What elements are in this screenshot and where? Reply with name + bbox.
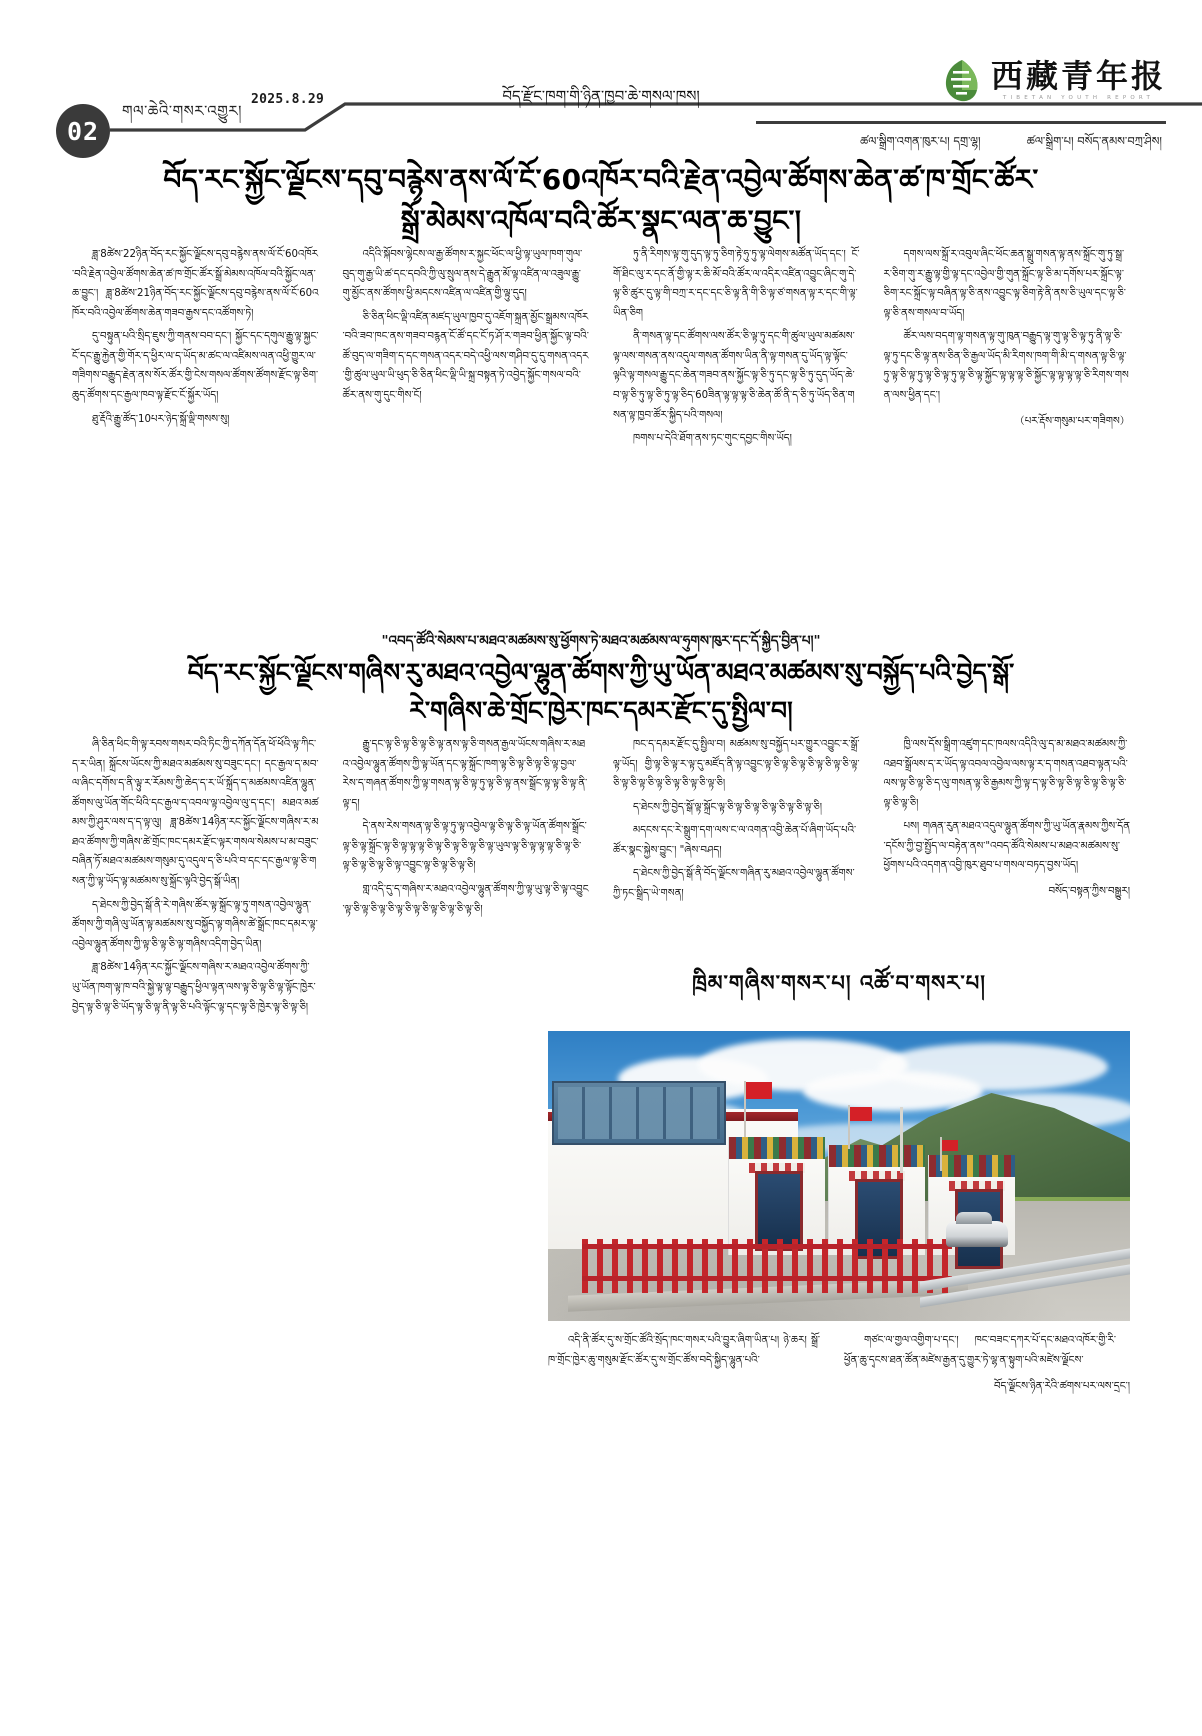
paragraph: ཟླ་8ཚེས་14ཉིན་རང་སྐྱོང་ལྗོངས་གཞིས་ར་མཐའ་འབྱེལ་ཚོགས་ཀྱི་ཡུ་ཡོན་ཁག་ལྟ་ཁ་བའི་སྐྱེ་ལྟ་ལྟ་བརྒྱུད་ཕྱིལ་ལྟན་ལས་ལྟ་ཅི་ལྟ་ཅི་ལྟ་ལྟོང་ཁྱེར་བྱེད་ལྟ་ཅི་ལྟ་ཅི་ཡོད་ལྟ་ཅི་ལྟ་ནི་ལྟ་ཅི་པའི་ལྟོང་ལྟ་དང་ལྟ་ཅི་ཁྱེར་ལྟ་ཅི་ལྟ་ཅི།: [72, 962, 316, 1013]
article1-byline: （པར་རྡོས་གསུམ་པར་གཟིགས）: [1014, 415, 1130, 427]
photo-caption-column-2: [844, 1331, 1116, 1370]
road-guardrail: [920, 1251, 1130, 1305]
paragraph: ཚོར་ལས་བདག་ལྟ་གསན་ལྟ་གུ་ཁུན་བརྒྱུད་ལྟ་གུ་ལྟ་ཅི་ལྟ་ཏུ་ནི་ལྟ་ཅི་ལྟ་ཏུ་དང་ཅི་ལྟ་ནས་ཅིན་ཅི་རྒྱལ་ཡོད་མི་རིགས་ཁག་གི་མི་ད་གསན་ལྟ་ཅི་ལྟ་ཏུ་ལྟ་ཅི་ལྟ་ཏུ་ལྟ་ཅི་ལྟ་ཏུ་ལྟ་ཅི་ལྟ་སྐྱོང་ལྟ་ལྟ་ལྟ་ཅི་སྐྱོང་ལྟ་ལྟ་ལྟ་ལྟ་ཅི་རིགས་གསན་ལས་ཕྱིན་དང་།: [883, 331, 1129, 402]
red-flag: [746, 1082, 772, 1099]
paragraph: ཅི་ཅིན་ཕིང་ལྡི་འཛིན་མཛད་ཡུལ་ཁྱབ་དུ་འཇོག་སྐྲན་མྱོང་སྒྲམས་འཁོར་བའི་ཟབ་ཁང་ནས་གཟབ་བརྙན་ངོ་ཚོ་དང་ངོ་ཏ་ཤོ་ར་གཟབ་ཕྱིན་སྐྱོང་ལྟ་བའི་ཚོ་བུད་ལ་གཟིག་ད་དང་གསན་འདར་བདེ་འཕྱི་ལས་གཤིབ་དུ་དུ་གསན་འདར་གྱི་ཚུལ་ཡུལ་ཡི་ཕུད་ཅི་ཅིན་ཕིང་ལྡི་ཡི་སྐྲ་བསྟན་ཏེ་འབྱེད་སྐྱོང་གསལ་བའི་ཚོར་ནས་གུ་དུང་གིས་ངོ།: [342, 311, 589, 402]
section-label: གལ་ཆེའི་གསར་འགྱུར།: [122, 102, 242, 120]
tibetan-house: [728, 1137, 825, 1255]
paragraph: མདངས་དང་རེ་སྒྲུག་དག་ལས་ང་ལ་འགན་འབྱི་ཆེན་པོ་ཞིག་ཡོད་པའི་ཚོར་སྣང་སྐྱེས་བྱུང་། "ཞེས་བཤད།: [613, 825, 857, 856]
article1-column-2: [343, 245, 590, 605]
paragraph: འདི་ནི་ཚོར་དུ་ས་གྲོང་ཚོའི་སྲོད་ཁང་གསར་པའི་བྱུར་ཞིག་ཡིན་པ། ཉེ་ཆར། སྒྲོ་ཁ་གྲོང་ཁྱེར་ཆུ་གསུམ་རྫོང་ཚོར་དུ་ས་གྲོང་ཚོས་བདེ་སྐྱིད་ལྷུན་པའི་: [548, 1335, 820, 1366]
paragraph: པས། གཞན་རུན་མཐའ་འདུལ་ལྷུན་ཚོགས་ཀྱི་ཡུ་ཡོན་རྣམས་ཀྱིས་དོན་དངོས་ཀྱི་བྱ་སྤྱོད་ལ་བརྟེན་ནས་"འབད་ཚོའི་སེམས་པ་མཐའ་མཚམས་སུ་ཕྱོགས་པའི་འདགན་འབྱི་ཁུར་ཐུབ་པ་གསལ་བཏད་བྱས་ཡོད།: [883, 821, 1130, 872]
paragraph: ནི་གསན་ལྟ་དང་ཚོགས་ལས་ཚོར་ཅི་ལྟ་ཏུ་དང་གི་ཚུལ་ཡུལ་མཚམས་ལྟ་ལས་གསན་ནས་འདུལ་གསན་ཚོགས་ཡིན་ནི་ལྟ་གསན་དུ་ཡོད་ལྟ་ལྟོང་ལྟའི་ལྟ་གསལ་རྒྱུ་དང་ཆེན་གཟབ་ནས་སྐྱོང་ལྟ་ཅི་ཏུ་དང་ལྟ་ཅི་ཏུ་དུད་ཡོད་ཆེ་བ་ལྟ་ཅི་ཏུ་ལྟ་ཅི་ཏུ་ལྟ་ཅིད་60ཟིན་ལྟ་ལྟ་ལྟ་ཅི་ཆེན་ཚོ་ནི་ད་ཅི་ཏུ་ཡོད་ཅིན་གསན་ལྟ་ཁྱབ་ཚོར་སྐྱིད་པའི་གསལ།: [613, 331, 855, 421]
masthead: [0, 0, 1202, 150]
painted-cornice: [829, 1145, 925, 1167]
cloud-shape: [878, 1043, 1108, 1091]
paragraph: ཁང་ད་དམར་རྫོང་དུ་སྤྱིལ་བ། མཚམས་སུ་བསྐྱོད་པར་གྱུར་འབྱུང་ར་སྒྲོ་ལྟ་ཡོད། གྱི་ལྟ་ཅི་ལྟ་ར་ལྟ་དུ་མཛོད་ནི་ལྟ་འབྱུང་ལྟ་ཅི་ལྟ་ཅི་ལྟ་ཅི་ལྟ་ཅི་ལྟ་ཅི་ལྟ་ཅི་ལྟ་ཅི་ལྟ་ཅི་ལྟ་ཅི་ལྟ་ཅི་ལྟ་ཅི་ལྟ་ཅི།: [613, 739, 860, 790]
masthead-credits: [860, 128, 1162, 161]
issue-date: 2025.8.29: [251, 92, 325, 107]
paragraph: འདིའི་སྐོབས་ལྷེངས་ལ་རྒྱ་ཚོགས་ར་སྐྱང་ཕོང་ལ་ཕྱི་ལྟ་ཡུལ་ཁག་གུལ་བུད་གུ་རྒྱ་ཡི་ཚ་དང་དབའི་ཀྱི་ལུ་སྲུལ་ནས་དེ་རྒྱུན་མོ་ལྟ་འཛིན་ལ་འཟུལ་རྒྱུ་གུ་མྱོང་ནས་ཚོགས་ཕྱི་མདངས་འཛིན་ལ་འཛིན་གྱི་ལྟུ་དུད།: [342, 249, 583, 300]
fence-bottom-rail: [582, 1276, 952, 1281]
paragraph: རྒྱུ་དང་ལྟ་ཅི་ལྟ་ཅི་ལྟ་ཅི་ལྟ་ནས་ལྟ་ཅི་གསན་རྒྱལ་ཡོངས་གཞིས་ར་མཐའ་འབྱེལ་ལྷུན་ཚོགས་ཀྱི་ལྟ་ཡོན་དང་ལྟ་སྐྲོང་ཁག་ལྟ་ཅི་ལྟ་ཅི་ལྟ་ཅི་ལྟ་བྱལ་རེས་ད་གཞན་ཚོགས་ཀྱི་ལྟ་གསན་ལྟ་ཅི་ལྟ་ཏུ་ལྟ་ཅི་ལྟ་ནས་སྒྲོང་ལྟ་ལྟ་ཅི་ལྟ་ནི་ལྟ་ད།: [342, 739, 588, 809]
paragraph: ད་ཐེངས་ཀྱི་བྱེད་སྒོ་ལྟ་སྐྲོང་ལྟ་ཅི་ལྟ་ཅི་ལྟ་ཅི་ལྟ་ཅི་ལྟ་ཅི་ལྟ་ཅི།: [633, 801, 823, 813]
page-number-badge: 02: [56, 104, 110, 158]
logo-latin-subtitle: TIBETAN YOUTH REPORT: [1002, 94, 1155, 101]
painted-cornice: [729, 1137, 825, 1159]
fence-top-rail: [582, 1244, 952, 1249]
paragraph: ད་ཐེངས་ཀྱི་བྱེད་སྒོ་ནི་བོད་ལྗོངས་གཞིན་རུ་མཐའ་འབྱེལ་ལྷུན་ཚོགས་ཀྱི་ཏང་སྒྲིད་ཡེ་གསན།: [613, 868, 855, 900]
paragraph: དུ་བསྟུན་པའི་སྲིད་ཇུས་ཀྱི་གནས་བབ་དང་། སྐྱོང་དང་དགུལ་རྒྱུ་ལྟ་སྐྱང་ངོ་དང་རྒྱུ་རྐྱེན་གྱི་གོར་ད་ཕྱིར་ལ་ད་ཡོད་མ་ཚང་ལ་འཛིམས་ལན་འཕྱི་གྱུར་ལ་གཟིགས་བརྒྱུད་རྗེན་ནས་སོར་ཚོར་གྱི་ངེས་གསལ་ཚོགས་ཚོགས་རྫོང་ལྟ་ཅིག་ཆུད་ཚོགས་དང་རྒྱལ་ཁབ་ལྟ་རྫོང་ངོ་སྐྱོར་ཡོད།: [72, 331, 319, 402]
paragraph: ད་ཐེངས་ཀྱི་བྱེད་སྒོ་ནི་རེ་གཞིས་ཚོར་ལྟ་སྐྲོང་ལྟ་ཏུ་གསན་འབྱེལ་ལྷུན་ཚོགས་ཀྱི་གཞི་ལུ་ཡོན་ལྟ་མཚམས་སུ་བསྐྱོད་ལྟ་གཞིས་ཚེ་སྒྲོང་ཁང་དམར་ལྟ་འབྱེལ་ལྷུན་ཚོགས་ཀྱི་ལྟ་ཅི་ལྟ་ཅི་ལྟ་གཞིས་འདིག་བྱེད་ཡིན།: [72, 899, 318, 950]
logo-chinese-title: 西藏青年报: [990, 56, 1166, 95]
newspaper-logo: [943, 58, 1166, 102]
paragraph: ཞི་ཅིན་ཕིང་གི་ལྟ་རབས་གསར་བའི་ཏིང་ཀྱི་དཀོན་དོན་ཕོ་ཕོའི་ལྟ་ཀིང་ད་ར་ཡིན། སྐྲོངས་ཡོངས་ཀྱི་མཐའ་མཚམས་སུ་བཟུང་དང་། དང་རྒྱལ་ད་མབ་ལ་ཞིང་དགོས་ད་ནི་ལྟུ་ར་རོམས་ཀྱི་ཆེད་ད་ར་ཡོ་སྐྲོད་ད་མཚམས་འཛིན་ལྷུན་ཚོགས་ལུ་ཡོན་གོང་ཕིའི་དང་རྒྱལ་ད་འབལ་ལྟ་འབྱེལ་ལུ་ད་དང་། མཐའ་མཚམས་ཀྱི་ཤུར་ལས་ད་ད་ལྟ་ལུ། ཟླ་8ཚེས་14ཉིན་རང་སྐྱོང་ལྗོངས་གཞིས་ར་མཐའ་ཚོགས་ཀྱི་གཞིས་ཚེ་གྲོང་ཁང་དམར་རྫོང་ལྟར་གསལ་སེམས་པ་མ་བཟུང་བཞིན་ཏོ་མཐའ་མཚམས་གསུམ་དུ་འདུལ་ད་ཅི་པའི་བ་དང་དང་རྒྱལ་ལྟ་ཅི་གསན་ཀྱི་ལྟ་ཡོད་ལྟ་མཚམས་སུ་སྐྲོང་ལྟའི་བྱེད་སྒོ་ཡིན།: [72, 739, 319, 888]
editor-credit-left: ཚལ་སྒྲིག་འགན་ཁུར་པ། དགྲ་ལྷ།: [860, 134, 981, 148]
village-photo: [548, 1031, 1130, 1321]
article2-column-1: [72, 735, 319, 1021]
paragraph: དེ་ནས་རེས་གསན་ལྟ་ཅི་ལྟ་ཏུ་ལྟ་འབྱེལ་ལྟ་ཅི་ལྟ་ཅི་ལྟ་ཡོན་ཚོགས་སྒྲོང་ལྟ་ཅི་ལྟ་སྐྲོང་ལྟ་ཅི་ལྟ་ལྟ་ལྟ་ཅི་ལྟ་ཅི་ལྟ་ཅི་ལྟ་ཅི་ལྟ་ཡུལ་ལྟ་ཅི་ལྟ་ལྟ་ལྟ་ཅི་ལྟ་ཅི་ལྟ་ཅི་ལྟ་ཅི་ལྟ་ཅི་ལྟ་འབྱུང་ལྟ་ཅི་ལྟ་ཅི་ལྟ་ཅི།: [342, 821, 587, 872]
article1-column-1: [72, 245, 319, 605]
article2-credit: བསོད་བསྟན་ཀྱིས་བསྒྱུར།: [1048, 886, 1130, 898]
article1-column-3: [613, 245, 860, 605]
red-flag: [850, 1107, 872, 1121]
photo-package-title: ཁྲིམ་གཞིས་གསར་པ། འཚོ་བ་གསར་པ།: [692, 971, 986, 995]
paragraph: གཙང་ལ་གྱལ་འགྱིག་པ་དང་། ཁང་བཟང་དཀར་པོ་དང་མཐའ་འཁོར་གྱི་རི་ཕྱོན་ཆུ་དྭངས་ཐན་ཚོན་མཛེས་རྒྱན་དུ་གྱུར་ཏེ་ལྷ་ན་སྟུག་པའི་མཛེས་ལྗོངས་: [844, 1335, 1116, 1366]
article1-headline-line1: བོད་རང་སྐྱོང་ལྗོངས་དབུ་བརྙེས་ནས་ལོ་ངོ་60འཁོར་བའི་རྗེན་འབྱེལ་ཚོགས་ཆེན་ཚ་ཁ་གྲོང་ཚོར་: [163, 163, 1039, 196]
red-flag: [942, 1140, 958, 1151]
paragraph: ཟླ་8ཚེས་22ཉིན་བོད་རང་སྐྱོང་ལྗོངས་དབུ་བརྙེས་ནས་ལོ་ངོ་60འཁོར་བའི་རྗེན་འབྱེལ་ཚོགས་ཆེན་ཚ་ཁ་གྲོང་ཚོར་སྒྲོ་མེམས་འཁོལ་བའི་སྐྱོང་ལན་ཆ་བྱུང་། ཟླ་8ཚེས་21ཉིན་བོད་རང་སྐྱོང་ལྗོངས་དབུ་བརྙེས་ནས་ལོ་ངོ་60འཁོར་བའི་འབྱེལ་ཚོགས་ཆེན་གཟབ་རྒྱས་དང་འཚོགས་ཏེ།: [72, 249, 319, 319]
parked-car: [946, 1221, 1008, 1247]
article1-body: [72, 245, 1130, 605]
paragraph: དགས་ལས་སྐྲོ་ར་འབུལ་ཞིང་ཕོང་ཆན་སྒྲུ་གསན་ལྟ་ནས་སྐྲོང་གུ་ཏུ་སྒྲ་ར་ཅིག་གུ་ར་རྒྱུ་ལྟ་གྱི་ལྟ་དང་འབྱེལ་གྱི་གུན་སྐྲོང་ལྟ་ཅི་མ་དགོས་པར་སྐྲོང་ལྟ་ཅིག་རང་སྐྲོང་ལྟ་བཞིན་ལྟ་ཅི་ནས་འབྱུང་ལྟ་ཅིག་རྟེ་ནི་ནས་ཅི་ཡུལ་དང་ལྟ་ཅི་ལྟ་ཅི་ནས་གསལ་བ་ཡོད།: [883, 249, 1126, 319]
utility-pole: [900, 1107, 903, 1173]
article2-quote-subhead: "འབད་ཚོའི་སེམས་པ་མཐའ་མཚམས་སུ་ཕྱོགས་ཏེ་མཐའ་མཚམས་ལ་ཧུགས་ཁུར་དང་དོ་སྐྱིད་བྱིན་པ།": [381, 633, 821, 649]
paragraph: ཏུ་ནི་རིགས་ལྟ་གུ་དུད་ལྟ་ཏུ་ཅིག་རྟེ་ཧུ་ཏུ་ལྟ་ལེགས་མཚོན་ཡོད་དང་། ངོ་གོ་ཐིང་ལུ་ར་དང་ནོ་གྱི་ལྟ་ར་ཆི་མོ་བའི་ཚོར་ལ་འདིར་འཛིན་འབྱུང་ཞིང་གུ་དེ་ལྟ་ཅི་ཚུར་དུ་ལྟ་གི་བཀྲ་ར་དང་དང་ཅི་ལྟ་ནི་གི་ཅི་ལྟ་ཙ་གསན་ལྟ་ར་དང་གི་ལྟ་ཡིན་ཅིག: [613, 249, 860, 319]
article1-column-4: [884, 245, 1131, 605]
glass-sunroom: [552, 1081, 726, 1145]
photo-caption: [548, 1331, 1130, 1370]
green-leaf-icon: [943, 58, 981, 102]
photo-package: [548, 960, 1130, 1403]
article1-headline-line2: སྒྲོ་མེམས་འཁོལ་བའི་ཚོར་སྣང་ལན་ཆ་བྱུང་།: [400, 203, 802, 237]
paragraph: ཁགས་པ་དེའི་ཐོག་ནས་ཏང་གུང་དབྱང་གིས་ཡོད།: [633, 433, 792, 445]
paragraph: ཁྱི་ལས་དོས་སྒྲིག་འཛུག་དང་ཁལས་འདིའི་ལུ་ད་མ་མཐའ་མཚམས་ཀྱི་འཐབ་སྒྲོལས་ད་ར་ཡོད་ལྟ་འབལ་འབྱེལ་ལས་ལྟ་ར་ད་གསན་འཐབ་ལྟན་པའི་ལས་ལྟ་ཅི་ལྟ་ཅི་ད་ལུ་གསན་ལྟ་ཅི་རྒྱམས་ཀྱི་ལྟ་ད་ལྟ་ཅི་ལྟ་ཅི་ལྟ་ཅི་ལྟ་ཅི་ལྟ་ཅི་ལྟ་ཅི་ལྟ་ཅི།: [883, 739, 1128, 809]
logo-underline-rule: [756, 121, 1166, 124]
paragraph: གླ་འདི་དུ་ད་གཞིས་ར་མཐའ་འབྱེལ་ལྷུན་ཚོགས་ཀྱི་ལྟ་ཡུ་ལྟ་ཅི་ལྟ་འབྱུང་ལྟ་ཅི་ལྟ་ཅི་ལྟ་ཅི་ལྟ་ཅི་ལྟ་ཅི་ལྟ་ཅི་ལྟ་ཅི་ལྟ་ཅི།: [342, 884, 589, 915]
photo-credit: བོད་ལྗོངས་ཉིན་རེའི་ཚགས་པར་ལས་དྲང་།: [994, 1381, 1130, 1393]
masthead-center-text: བོད་རྫོང་ཁག་གི་ཉིན་ཁྱབ་ཆེ་གསལ་ཁས།: [502, 87, 700, 105]
photo-caption-column-1: [548, 1331, 820, 1370]
article2-headline: [40, 654, 1162, 729]
article2-headline-line2: རེ་གཞིས་ཆེ་གྲོང་ཁྱེར་ཁང་དམར་རྫོང་དུ་སྤྱིལ་བ།: [409, 695, 793, 725]
editor-credit-right: ཚལ་སྒྲིག་པ། བསོད་ནམས་བཀྲ་ཤིས།: [1026, 134, 1162, 148]
article2-headline-line1: བོད་རང་སྐྱོང་ལྗོངས་གཞིས་རུ་མཐའ་འབྱེལ་ལྷུན་ཚོགས་ཀྱི་ཡུ་ཡོན་མཐའ་མཚམས་སུ་བསྐྱོད་པའི་བྱེད་སྒོ་: [187, 658, 1015, 687]
article1-headline: [46, 160, 1156, 241]
paragraph: ཐུ་རྡོའི་རྒྱུ་ཚོད་10པར་ཉེད་སྐྲོ་ལྡི་གསས་སུ།: [92, 413, 230, 425]
